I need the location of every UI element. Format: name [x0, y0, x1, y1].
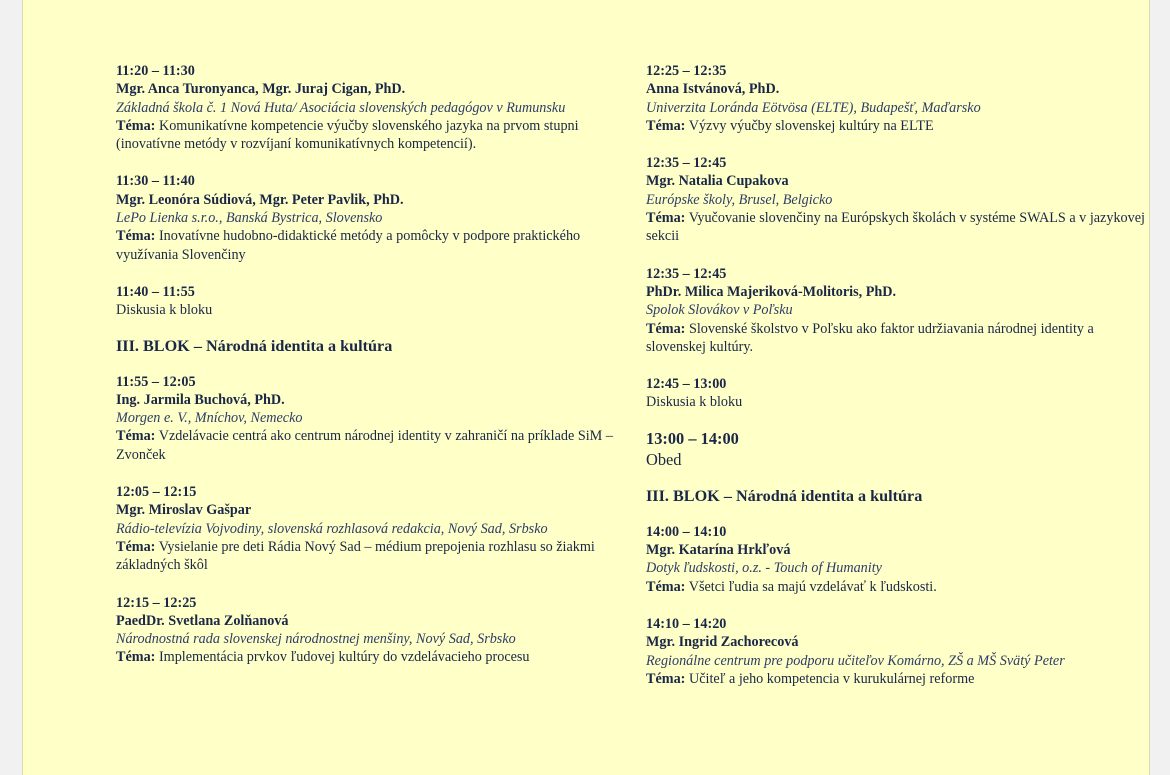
session-time: 12:05 – 12:15 [116, 484, 197, 501]
speaker-name: Mgr. Anca Turonyanca, Mgr. Juraj Cigan, PhD. [116, 81, 406, 98]
speaker-name: Anna Istvánová, PhD. [646, 81, 780, 98]
speaker-name: Mgr. Katarína Hrkľová [646, 542, 791, 559]
lunch-time: 13:00 – 14:00 [646, 428, 739, 448]
topic-label: Téma: [646, 210, 686, 227]
topic-label: Téma: [646, 670, 686, 687]
session-time: 11:40 – 11:55 [116, 283, 195, 300]
speaker-name: Mgr. Leonóra Súdiová, Mgr. Peter Pavlik, PhD. [116, 191, 404, 208]
discussion-text: Diskusia k bloku [646, 394, 743, 411]
topic-text: Komunikatívne kompetencie výučby slovenského jazyka na prvom stupni (inovatívne metódy v rozvíjaní komunikatívnych kompetencií). [116, 117, 579, 153]
program-entry [116, 172, 626, 263]
program-entry [116, 594, 626, 667]
speaker-affiliation: Rádio-televízia Vojvodiny, slovenská rozhlasová redakcia, Nový Sad, Srbsko [116, 520, 548, 537]
topic-text: Všetci ľudia sa majú vzdelávať k ľudskosti. [688, 578, 937, 595]
topic-label: Téma: [116, 428, 156, 445]
topic-text: Výzvy výučby slovenskej kultúry na ELTE [688, 117, 934, 134]
lunch-entry [646, 428, 1146, 470]
talk-topic [646, 670, 1146, 688]
program-entry [646, 265, 1146, 356]
program-entry [646, 523, 1146, 596]
speaker-affiliation: Regionálne centrum pre podporu učiteľov Komárno, ZŠ a MŠ Svätý Peter [646, 652, 1065, 669]
discussion-entry [646, 375, 1146, 412]
session-time: 11:20 – 11:30 [116, 63, 195, 79]
block-heading: III. BLOK – Národná identita a kultúra [646, 486, 923, 505]
program-entry [116, 373, 626, 464]
topic-text: Vyučovanie slovenčiny na Európskych školách v systéme SWALS a v jazykovej sekcii [646, 210, 1145, 245]
speaker-affiliation: Dotyk ľudskosti, o.z. - Touch of Humanity [646, 560, 882, 577]
session-time: 12:15 – 12:25 [116, 594, 197, 611]
speaker-name: Mgr. Natalia Cupakova [646, 173, 789, 190]
document-page [22, 0, 1150, 775]
speaker-affiliation: Európske školy, Brusel, Belgicko [646, 191, 833, 208]
speaker-affiliation: Univerzita Loránda Eötvösa (ELTE), Budapešť, Maďarsko [646, 99, 981, 116]
talk-topic [646, 117, 1146, 135]
topic-text: Implementácia prvkov ľudovej kultúry do vzdelávacieho procesu [158, 649, 530, 666]
program-entry [646, 154, 1146, 245]
talk-topic [116, 227, 626, 264]
program-entry [116, 62, 626, 153]
program-entry [646, 615, 1146, 688]
talk-topic [116, 117, 626, 154]
speaker-name: Ing. Jarmila Buchová, PhD. [116, 391, 285, 408]
session-time: 12:35 – 12:45 [646, 155, 727, 172]
lunch-text: Obed [646, 449, 682, 469]
block-heading: III. BLOK – Národná identita a kultúra [116, 336, 393, 355]
session-time: 12:45 – 13:00 [646, 376, 727, 393]
topic-text: Vysielanie pre deti Rádia Nový Sad – médium prepojenia rozhlasu so žiakmi základných škôl [116, 538, 595, 574]
topic-text: Inovatívne hudobno-didaktické metódy a pomôcky v podpore praktického využívania Slovenčiny [116, 228, 581, 263]
speaker-affiliation: LePo Lienka s.r.o., Banská Bystrica, Slovensko [116, 210, 383, 227]
session-time: 14:10 – 14:20 [646, 615, 727, 632]
speaker-affiliation: Spolok Slovákov v Poľsku [646, 302, 793, 319]
discussion-text: Diskusia k bloku [116, 302, 213, 319]
program-entry [646, 62, 1146, 135]
talk-topic [116, 648, 626, 666]
talk-topic [116, 427, 626, 464]
topic-label: Téma: [646, 320, 686, 337]
topic-text: Učiteľ a jeho kompetencia v kurukulárnej reforme [688, 670, 975, 687]
speaker-affiliation: Národnostná rada slovenskej národnostnej menšiny, Nový Sad, Srbsko [116, 631, 516, 648]
speaker-affiliation: Morgen e. V., Mníchov, Nemecko [116, 410, 303, 427]
speaker-affiliation: Základná škola č. 1 Nová Huta/ Asociácia slovenských pedagógov v Rumunsku [116, 99, 566, 116]
discussion-entry [116, 283, 626, 320]
topic-text: Slovenské školstvo v Poľsku ako faktor udržiavania národnej identity a slovenskej kultúry. [646, 320, 1094, 355]
topic-label: Téma: [646, 117, 686, 134]
program-entry [116, 483, 626, 574]
session-time: 14:00 – 14:10 [646, 523, 727, 540]
talk-topic [646, 578, 1146, 596]
topic-text: Vzdelávacie centrá ako centrum národnej identity v zahraničí na príklade SiM – Zvonček [116, 428, 613, 463]
topic-label: Téma: [116, 117, 156, 134]
program-column-right [646, 62, 1146, 688]
speaker-name: PhDr. Milica Majeriková-Molitoris, PhD. [646, 283, 897, 300]
speaker-name: Mgr. Miroslav Gašpar [116, 502, 252, 519]
program-column-left [116, 62, 626, 667]
session-time: 11:55 – 12:05 [116, 373, 196, 390]
session-time: 12:35 – 12:45 [646, 265, 727, 282]
session-time: 12:25 – 12:35 [646, 63, 727, 79]
speaker-name: PaedDr. Svetlana Zolňanová [116, 612, 289, 629]
talk-topic [646, 209, 1146, 246]
talk-topic [646, 320, 1146, 357]
speaker-name: Mgr. Ingrid Zachorecová [646, 634, 799, 651]
topic-label: Téma: [116, 538, 156, 555]
topic-label: Téma: [116, 649, 156, 666]
topic-label: Téma: [116, 228, 156, 245]
session-time: 11:30 – 11:40 [116, 173, 195, 190]
topic-label: Téma: [646, 578, 686, 595]
talk-topic [116, 538, 626, 575]
